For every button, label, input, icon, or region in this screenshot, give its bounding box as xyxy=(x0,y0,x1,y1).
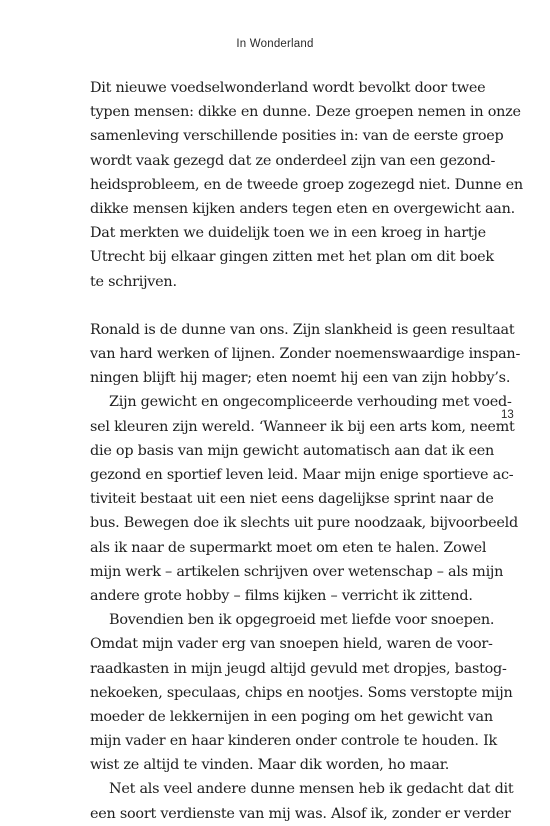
text-line: sel kleuren zijn wereld. ‘Wanneer ik bij een arts kom, neemt xyxy=(90,418,515,435)
text-line: nekoeken, speculaas, chips en nootjes. Soms verstopte mijn xyxy=(90,684,513,701)
text-line: bus. Bewegen doe ik slechts uit pure noodzaak, bijvoorbeeld xyxy=(90,515,518,532)
text-line: van hard werken of lijnen. Zonder noemenswaardige inspan- xyxy=(90,346,521,363)
text-line: Net als veel andere dunne mensen heb ik gedacht dat dit xyxy=(109,781,514,798)
page-number: 13 xyxy=(501,409,514,421)
paragraph xyxy=(90,76,523,294)
text-line: Omdat mijn vader erg van snoepen hield, waren de voor- xyxy=(90,636,493,653)
paragraph xyxy=(90,608,513,777)
text-line: gezond en sportief leven leid. Maar mijn enige sportieve ac- xyxy=(90,467,514,483)
text-line: moeder de lekkernijen in een poging om het gewicht van xyxy=(90,708,493,725)
text-line: die op basis van mijn gewicht automatisch aan dat ik een xyxy=(90,442,495,459)
text-line: mijn werk – artikelen schrijven over wetenschap – als mijn xyxy=(90,563,504,580)
text-line: wordt vaak gezegd dat ze onderdeel zijn van een gezond- xyxy=(90,152,496,169)
text-line: wist ze altijd te vinden. Maar dik worden, ho maar. xyxy=(90,757,450,774)
text-line: samenleving verschillende posities in: van de eerste groep xyxy=(90,128,504,145)
text-line: Utrecht bij elkaar gingen zitten met het plan om dit boek xyxy=(90,249,494,266)
running-header: In Wonderland xyxy=(236,38,314,50)
text-line: te schrijven. xyxy=(90,273,177,290)
text-line: Bovendien ben ik opgegroeid met liefde voor snoepen. xyxy=(109,612,495,629)
text-line: Ronald is de dunne van ons. Zijn slankheid is geen resultaat xyxy=(90,321,515,338)
paragraph xyxy=(90,777,514,825)
text-line: Dat merkten we duidelijk toen we in een kroeg in hartje xyxy=(90,225,486,242)
text-line: een soort verdienste van mij was. Alsof ik, zonder er verder xyxy=(90,805,511,822)
text-line: dikke mensen kijken anders tegen eten en overgewicht aan. xyxy=(90,200,515,217)
paragraph-gap xyxy=(90,294,460,318)
text-line: typen mensen: dikke en dunne. Deze groepen nemen in onze xyxy=(90,104,521,121)
text-line: andere grote hobby – films kijken – verricht ik zittend. xyxy=(90,587,473,604)
text-line: Zijn gewicht en ongecompliceerde verhouding met voed- xyxy=(109,394,512,411)
text-line: tiviteit bestaat uit een niet eens dagelijkse sprint naar de xyxy=(90,491,494,508)
text-line: raadkasten in mijn jeugd altijd gevuld met dropjes, bastog- xyxy=(90,660,507,677)
text-line: als ik naar de supermarkt moet om eten te halen. Zowel xyxy=(90,539,487,556)
text-line: Dit nieuwe voedselwonderland wordt bevolkt door twee xyxy=(90,80,486,96)
text-line: mijn vader en haar kinderen onder controle te houden. Ik xyxy=(90,733,497,750)
text-line: heidsprobleem, en de tweede groep zogezegd niet. Dunne en xyxy=(90,176,523,193)
text-line: ningen blijft hij mager; eten noemt hij een van zijn hobby’s. xyxy=(90,370,511,387)
paragraph xyxy=(90,318,521,391)
